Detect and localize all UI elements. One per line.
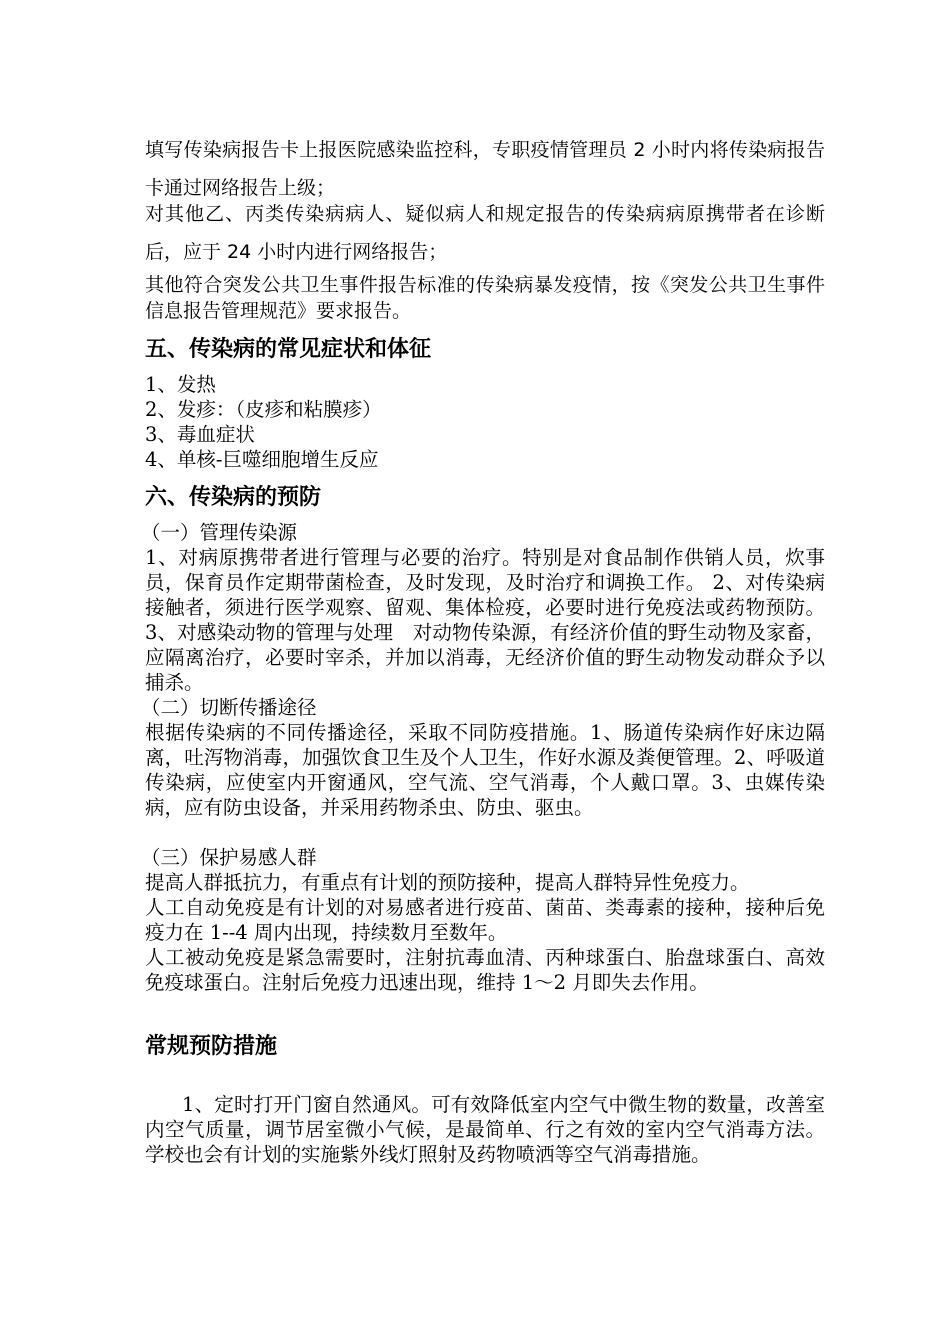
reporting-paragraph-3: 其他符合突发公共卫生事件报告标准的传染病暴发疫情，按《突发公共卫生事件信息报告管理规范》要求报告。 xyxy=(145,274,825,322)
reporting-paragraph-2: 对其他乙、丙类传染病病人、疑似病人和规定报告的传染病病原携带者在诊断后，应于 24 小时内进行网络报告； xyxy=(145,203,825,263)
symptom-item-1: 1、发热 xyxy=(145,373,216,396)
routine-heading: 常规预防措施 xyxy=(145,1034,278,1059)
symptom-item-2: 2、发疹：（皮疹和粘膜疹） xyxy=(145,398,382,421)
symptom-item-3: 3、毒血症状 xyxy=(145,423,255,446)
routine-body: 1、定时打开门窗自然通风。可有效降低室内空气中微生物的数量，改善室内空气质量，调节居室微小气候，是最简单、行之有效的室内空气消毒方法。学校也会有计划的实施紫外线灯照射及药物喷洒等空气消毒措施。 xyxy=(145,1093,825,1166)
section-five-heading: 五、传染病的常见症状和体征 xyxy=(145,337,432,362)
subsection-cut-route-title: （二）切断传播途径 xyxy=(141,696,317,719)
subsection-cut-route-body: 根据传染病的不同传播途径，采取不同防疫措施。1、肠道传染病作好床边隔离，吐泻物消毒，加强饮食卫生及个人卫生，作好水源及粪便管理。2、呼吸道传染病，应使室内开窗通风，空气流、空气消毒，个人戴口罩。3、虫媒传染病，应有防虫设备，并采用药物杀虫、防虫、驱虫。 xyxy=(145,721,825,819)
protect-paragraph-3: 人工被动免疫是紧急需要时，注射抗毒血清、丙种球蛋白、胎盘球蛋白、高效免疫球蛋白。注射后免疫力迅速出现，维持 1～2 月即失去作用。 xyxy=(145,946,825,994)
protect-paragraph-1: 提高人群抵抗力，有重点有计划的预防接种，提高人群特异性免疫力。 xyxy=(145,871,750,894)
subsection-manage-source-body: 1、对病原携带者进行管理与必要的治疗。特别是对食品制作供销人员，炊事员，保育员作定期带菌检查，及时发现，及时治疗和调换工作。 2、对传染病接触者，须进行医学观察、留观、集体检疫，必要时进行免疫法或药物预防。3、对感染动物的管理与处理 对动物传染源，有经济价值的野生动物及家畜，应隔离治疗，必要时宰杀，并加以消毒，无经济价值的野生动物发动群众予以捕杀。 xyxy=(145,546,825,694)
symptom-item-4: 4、单核-巨噬细胞增生反应 xyxy=(145,448,379,471)
subsection-manage-source-title: （一）管理传染源 xyxy=(141,521,298,544)
subsection-protect-body xyxy=(145,870,825,995)
section-six-heading: 六、传染病的预防 xyxy=(145,485,322,510)
subsection-protect-title: （三）保护易感人群 xyxy=(141,846,317,869)
reporting-paragraph-1: 填写传染病报告卡上报医院感染监控科，专职疫情管理员 2 小时内将传染病报告卡通过网络报告上级； xyxy=(145,139,825,199)
protect-paragraph-2: 人工自动免疫是有计划的对易感者进行疫苗、菌苗、类毒素的接种，接种后免疫力在 1--4 周内出现，持续数月至数年。 xyxy=(145,896,825,944)
symptom-list xyxy=(145,372,382,472)
